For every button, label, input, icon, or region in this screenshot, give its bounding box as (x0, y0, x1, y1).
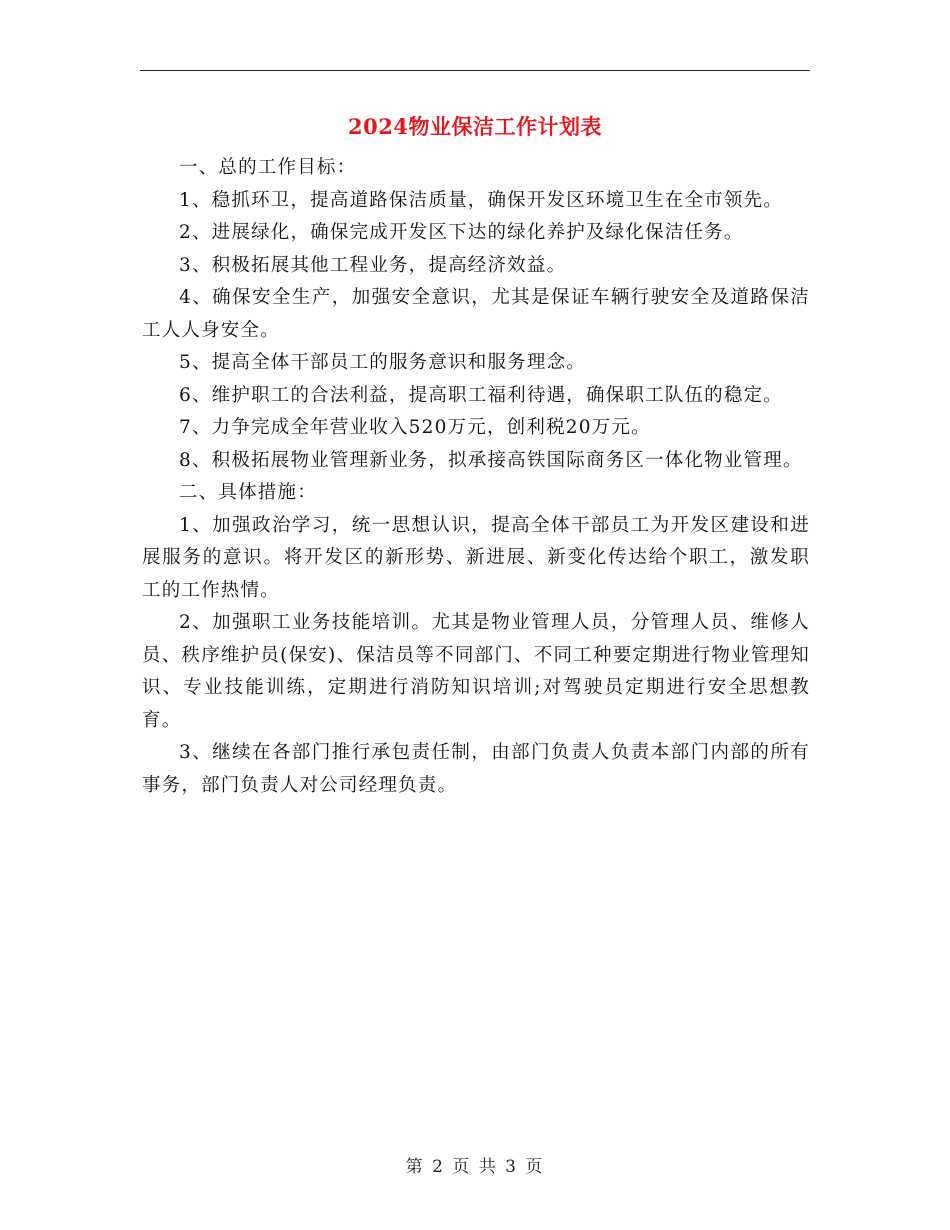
goal-item-7: 7、力争完成全年营业收入520万元，创利税20万元。 (179, 417, 651, 438)
goal-item-1: 1、稳抓环卫，提高道路保洁质量，确保开发区环境卫生在全市领先。 (179, 189, 783, 211)
goal-item-4: 4、确保安全生产，加强安全意识，尤其是保证车辆行驶安全及道路保洁工人人身安全。 (142, 287, 810, 341)
section-heading-goals: 一、总的工作目标： (179, 157, 357, 178)
measure-item-3: 3、继续在各部门推行承包责任制，由部门负责人负责本部门内部的所有事务，部门负责人对公司经理负责。 (142, 742, 810, 796)
goal-item-2: 2、进展绿化，确保完成开发区下达的绿化养护及绿化保洁任务。 (179, 222, 744, 243)
section-heading-measures: 二、具体措施： (179, 482, 317, 503)
measure-item-1: 1、加强政治学习，统一思想认识，提高全体干部员工为开发区建设和进展服务的意识。将开发区的新形势、新进展、新变化传达给个职工，激发职工的工作热情。 (142, 514, 810, 601)
goal-item-3: 3、积极拓展其他工程业务，提高经济效益。 (179, 254, 567, 276)
header-rule (140, 70, 810, 71)
page-number-footer: 第 2 页 共 3 页 (405, 1157, 545, 1177)
goal-item-5: 5、提高全体干部员工的服务意识和服务理念。 (179, 352, 586, 373)
document-body (142, 152, 810, 802)
goal-item-6: 6、维护职工的合法利益，提高职工福利待遇，确保职工队伍的稳定。 (179, 384, 783, 406)
measure-item-2: 2、加强职工业务技能培训。尤其是物业管理人员，分管理人员、维修人员、秩序维护员(保安)、保洁员等不同部门、不同工种要定期进行物业管理知识、专业技能训练，定期进行消防知识培训;对驾驶员定期进行安全思想教育。 (142, 612, 810, 731)
document-title: 2024物业保洁工作计划表 (348, 114, 602, 139)
goal-item-8: 8、积极拓展物业管理新业务，拟承接高铁国际商务区一体化物业管理。 (179, 449, 803, 471)
